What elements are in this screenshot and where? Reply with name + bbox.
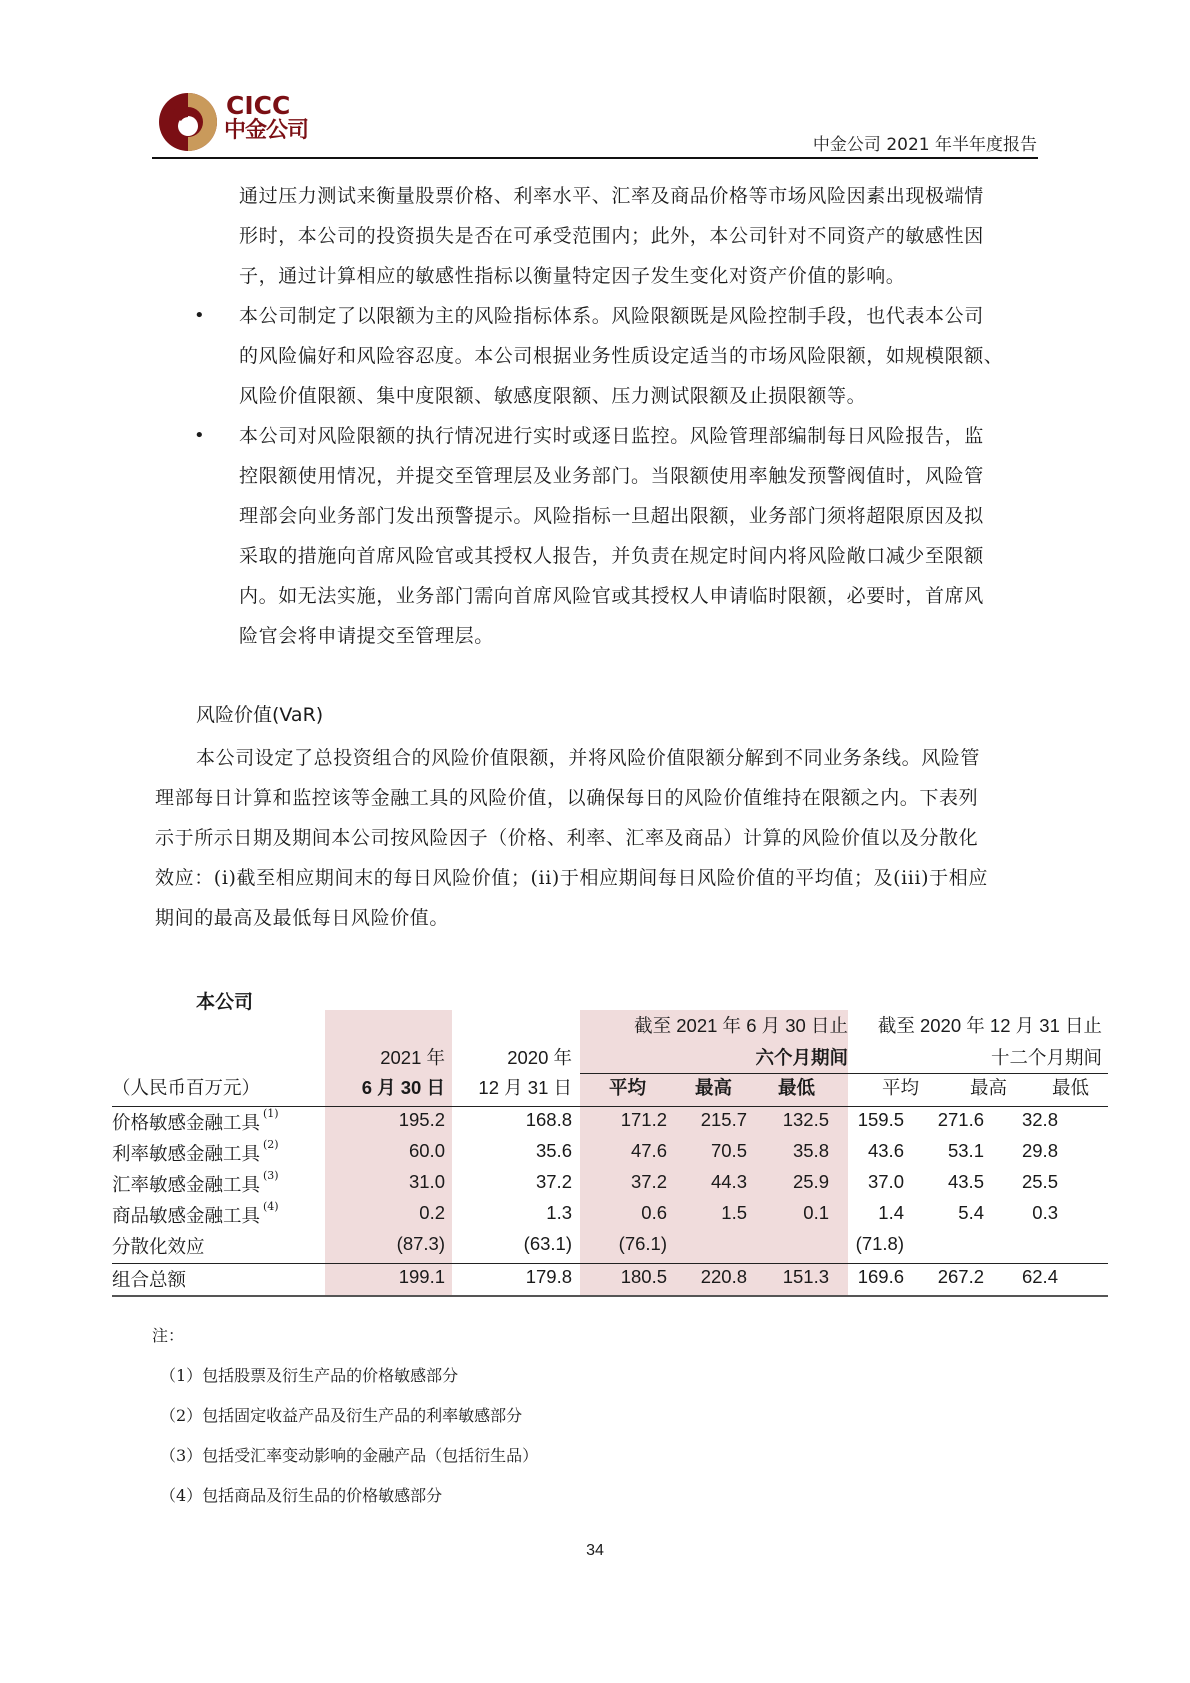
report-title: 中金公司 2021 年半年度报告 (812, 135, 1037, 155)
subheader-avg-current: 平均 (609, 1078, 647, 1099)
table-cell: 159.5 (857, 1109, 904, 1130)
col2-header-date: 12 月 31 日 (478, 1077, 572, 1098)
intro-line: 通过压力测试来衡量股票价格、利率水平、汇率及商品价格等市场风险因素出现极端情 (239, 185, 984, 207)
table-notes (152, 1316, 538, 1516)
table-cell: 1.5 (721, 1202, 747, 1223)
table-cell: 32.8 (1021, 1109, 1058, 1130)
bullet-line: 险官会将申请提交至管理层。 (239, 625, 494, 647)
bullet-line: 的风险偏好和风险容忍度。本公司根据业务性质设定适当的市场风险限额，如规模限额、 (239, 345, 1004, 367)
var-heading: 风险价值(VaR) (196, 704, 324, 726)
bullet-marker: • (194, 425, 206, 446)
col2-header-year: 2020 年 (507, 1047, 572, 1068)
cicc-logo (157, 91, 219, 153)
subheader-max-prior: 最高 (970, 1078, 1008, 1099)
note-item: （4）包括商品及衍生品的价格敏感部分 (160, 1486, 443, 1505)
table-section-label: 本公司 (196, 991, 254, 1013)
var-line: 效应：(i)截至相应期间末的每日风险价值；(ii)于相应期间每日风险价值的平均值；及(iii)于相应 (155, 867, 988, 889)
table-cell: 220.8 (700, 1266, 747, 1287)
table-cell: 199.1 (398, 1266, 445, 1287)
table-cell: 60.0 (408, 1140, 445, 1161)
row-label-text: 价格敏感金融工具 (112, 1113, 261, 1134)
group1-header-line1: 截至 2021 年 6 月 30 日止 (634, 1015, 848, 1036)
table-cell: 62.4 (1021, 1266, 1058, 1287)
table-cell: (76.1) (618, 1233, 667, 1254)
table-cell: 37.0 (867, 1171, 904, 1192)
unit-label: （人民币百万元） (112, 1078, 261, 1099)
table-cell: 25.5 (1021, 1171, 1058, 1192)
total-top-rule (112, 1263, 1108, 1264)
table-cell: 43.6 (867, 1140, 904, 1161)
table-cell: 271.6 (937, 1109, 984, 1130)
bullet-line: 内。如无法实施，业务部门需向首席风险官或其授权人申请临时限额，必要时，首席风 (239, 585, 984, 607)
table-cell: 35.6 (535, 1140, 572, 1161)
row-label-text: 商品敏感金融工具 (112, 1206, 261, 1227)
note-item: （1）包括股票及衍生产品的价格敏感部分 (160, 1366, 459, 1385)
group2-header-line2: 十二个月期间 (990, 1048, 1102, 1069)
table-cell: 179.8 (525, 1266, 572, 1287)
intro-paragraph (239, 176, 1039, 296)
table-cell: 37.2 (535, 1171, 572, 1192)
table-cell: 29.8 (1021, 1140, 1058, 1161)
intro-line: 子，通过计算相应的敏感性指标以衡量特定因子发生变化对资产价值的影响。 (239, 265, 906, 287)
note-item: （3）包括受汇率变动影响的金融产品（包括衍生品） (160, 1446, 539, 1465)
var-line: 示于所示日期及期间本公司按风险因子（价格、利率、汇率及商品）计算的风险价值以及分散化 (155, 827, 979, 849)
table-cell: 1.3 (546, 1202, 572, 1223)
logo-wordmark-cn: 中金公司 (224, 118, 309, 143)
row-label-text: 利率敏感金融工具 (112, 1144, 261, 1165)
bullet-item-1 (239, 296, 1039, 416)
table-cell: 44.3 (710, 1171, 747, 1192)
bullet-line: 本公司制定了以限额为主的风险指标体系。风险限额既是风险控制手段，也代表本公司 (239, 305, 984, 327)
bullet-marker: • (194, 305, 206, 326)
cicc-logo-icon (157, 91, 219, 153)
row-label (112, 1140, 279, 1166)
subheader-max-current: 最高 (695, 1078, 733, 1099)
table-cell: 31.0 (408, 1171, 445, 1192)
col1-header-year: 2021 年 (380, 1047, 445, 1068)
col1-header-date: 6 月 30 日 (361, 1077, 445, 1098)
bullet-item-2 (239, 416, 1039, 656)
note-item: （2）包括固定收益产品及衍生产品的利率敏感部分 (160, 1406, 523, 1425)
row-label-text: 组合总额 (112, 1270, 187, 1291)
table-cell: 5.4 (958, 1202, 984, 1223)
bullet-line: 采取的措施向首席风险官或其授权人报告，并负责在规定时间内将风险敞口减少至限额 (239, 545, 984, 567)
subheader-min-current: 最低 (778, 1078, 816, 1099)
table-cell: (63.1) (523, 1233, 572, 1254)
table-cell: 0.1 (803, 1202, 829, 1223)
var-table (112, 1010, 1108, 1300)
row-label (112, 1266, 186, 1292)
bullet-line: 控限额使用情况，并提交至管理层及业务部门。当限额使用率触发预警阀值时，风险管 (239, 465, 984, 487)
table-cell: 215.7 (700, 1109, 747, 1130)
footnote-ref: (1) (263, 1107, 279, 1120)
table-cell: 168.8 (525, 1109, 572, 1130)
bullet-line: 本公司对风险限额的执行情况进行实时或逐日监控。风险管理部编制每日风险报告，监 (239, 425, 984, 447)
bullet-line: 风险价值限额、集中度限额、敏感度限额、压力测试限额及止损限额等。 (239, 385, 867, 407)
row-label (112, 1109, 279, 1135)
header-bottom-rule (112, 1106, 1108, 1107)
table-cell: 195.2 (398, 1109, 445, 1130)
table-cell: 37.2 (630, 1171, 667, 1192)
intro-line: 形时，本公司的投资损失是否在可承受范围内；此外，本公司针对不同资产的敏感性因 (239, 225, 984, 247)
table-cell: 35.8 (792, 1140, 829, 1161)
notes-title: 注： (152, 1326, 185, 1345)
table-cell: 180.5 (620, 1266, 667, 1287)
table-cell: 0.6 (641, 1202, 667, 1223)
logo-wordmark-en: CICC (226, 91, 291, 120)
table-cell: 171.2 (620, 1109, 667, 1130)
table-cell: 70.5 (710, 1140, 747, 1161)
table-cell: (87.3) (396, 1233, 445, 1254)
total-bottom-rule (112, 1295, 1108, 1297)
table-cell: 47.6 (630, 1140, 667, 1161)
table-cell: 43.5 (947, 1171, 984, 1192)
table-cell: 0.2 (419, 1202, 445, 1223)
group1-header-line2: 六个月期间 (755, 1047, 848, 1068)
table-cell: 169.6 (857, 1266, 904, 1287)
table-cell: 132.5 (782, 1109, 829, 1130)
table-cell: 267.2 (937, 1266, 984, 1287)
row-label-text: 汇率敏感金融工具 (112, 1175, 261, 1196)
footnote-ref: (4) (263, 1200, 279, 1213)
subheader-avg-prior: 平均 (882, 1078, 920, 1099)
var-line: 理部每日计算和监控该等金融工具的风险价值，以确保每日的风险价值维持在限额之内。下表列 (155, 787, 979, 809)
footnote-ref: (3) (263, 1169, 279, 1182)
row-label (112, 1202, 279, 1228)
group-header-rule (580, 1073, 1108, 1074)
var-line: 期间的最高及最低每日风险价值。 (155, 907, 450, 929)
subheader-min-prior: 最低 (1052, 1078, 1090, 1099)
var-line: 本公司设定了总投资组合的风险价值限额，并将风险价值限额分解到不同业务条线。风险管 (196, 747, 981, 769)
row-label (112, 1233, 205, 1259)
footnote-ref: (2) (263, 1138, 279, 1151)
table-cell: 25.9 (792, 1171, 829, 1192)
page-number: 34 (586, 1542, 604, 1559)
table-cell: 0.3 (1032, 1202, 1058, 1223)
var-paragraph (155, 738, 1041, 938)
table-cell: (71.8) (855, 1233, 904, 1254)
bullet-line: 理部会向业务部门发出预警提示。风险指标一旦超出限额，业务部门须将超限原因及拟 (239, 505, 984, 527)
header-rule (152, 157, 1038, 159)
table-cell: 1.4 (878, 1202, 904, 1223)
row-label-text: 分散化效应 (112, 1237, 205, 1258)
table-cell: 53.1 (947, 1140, 984, 1161)
row-label (112, 1171, 279, 1197)
table-cell: 151.3 (782, 1266, 829, 1287)
group2-header-line1: 截至 2020 年 12 月 31 日止 (877, 1015, 1102, 1036)
